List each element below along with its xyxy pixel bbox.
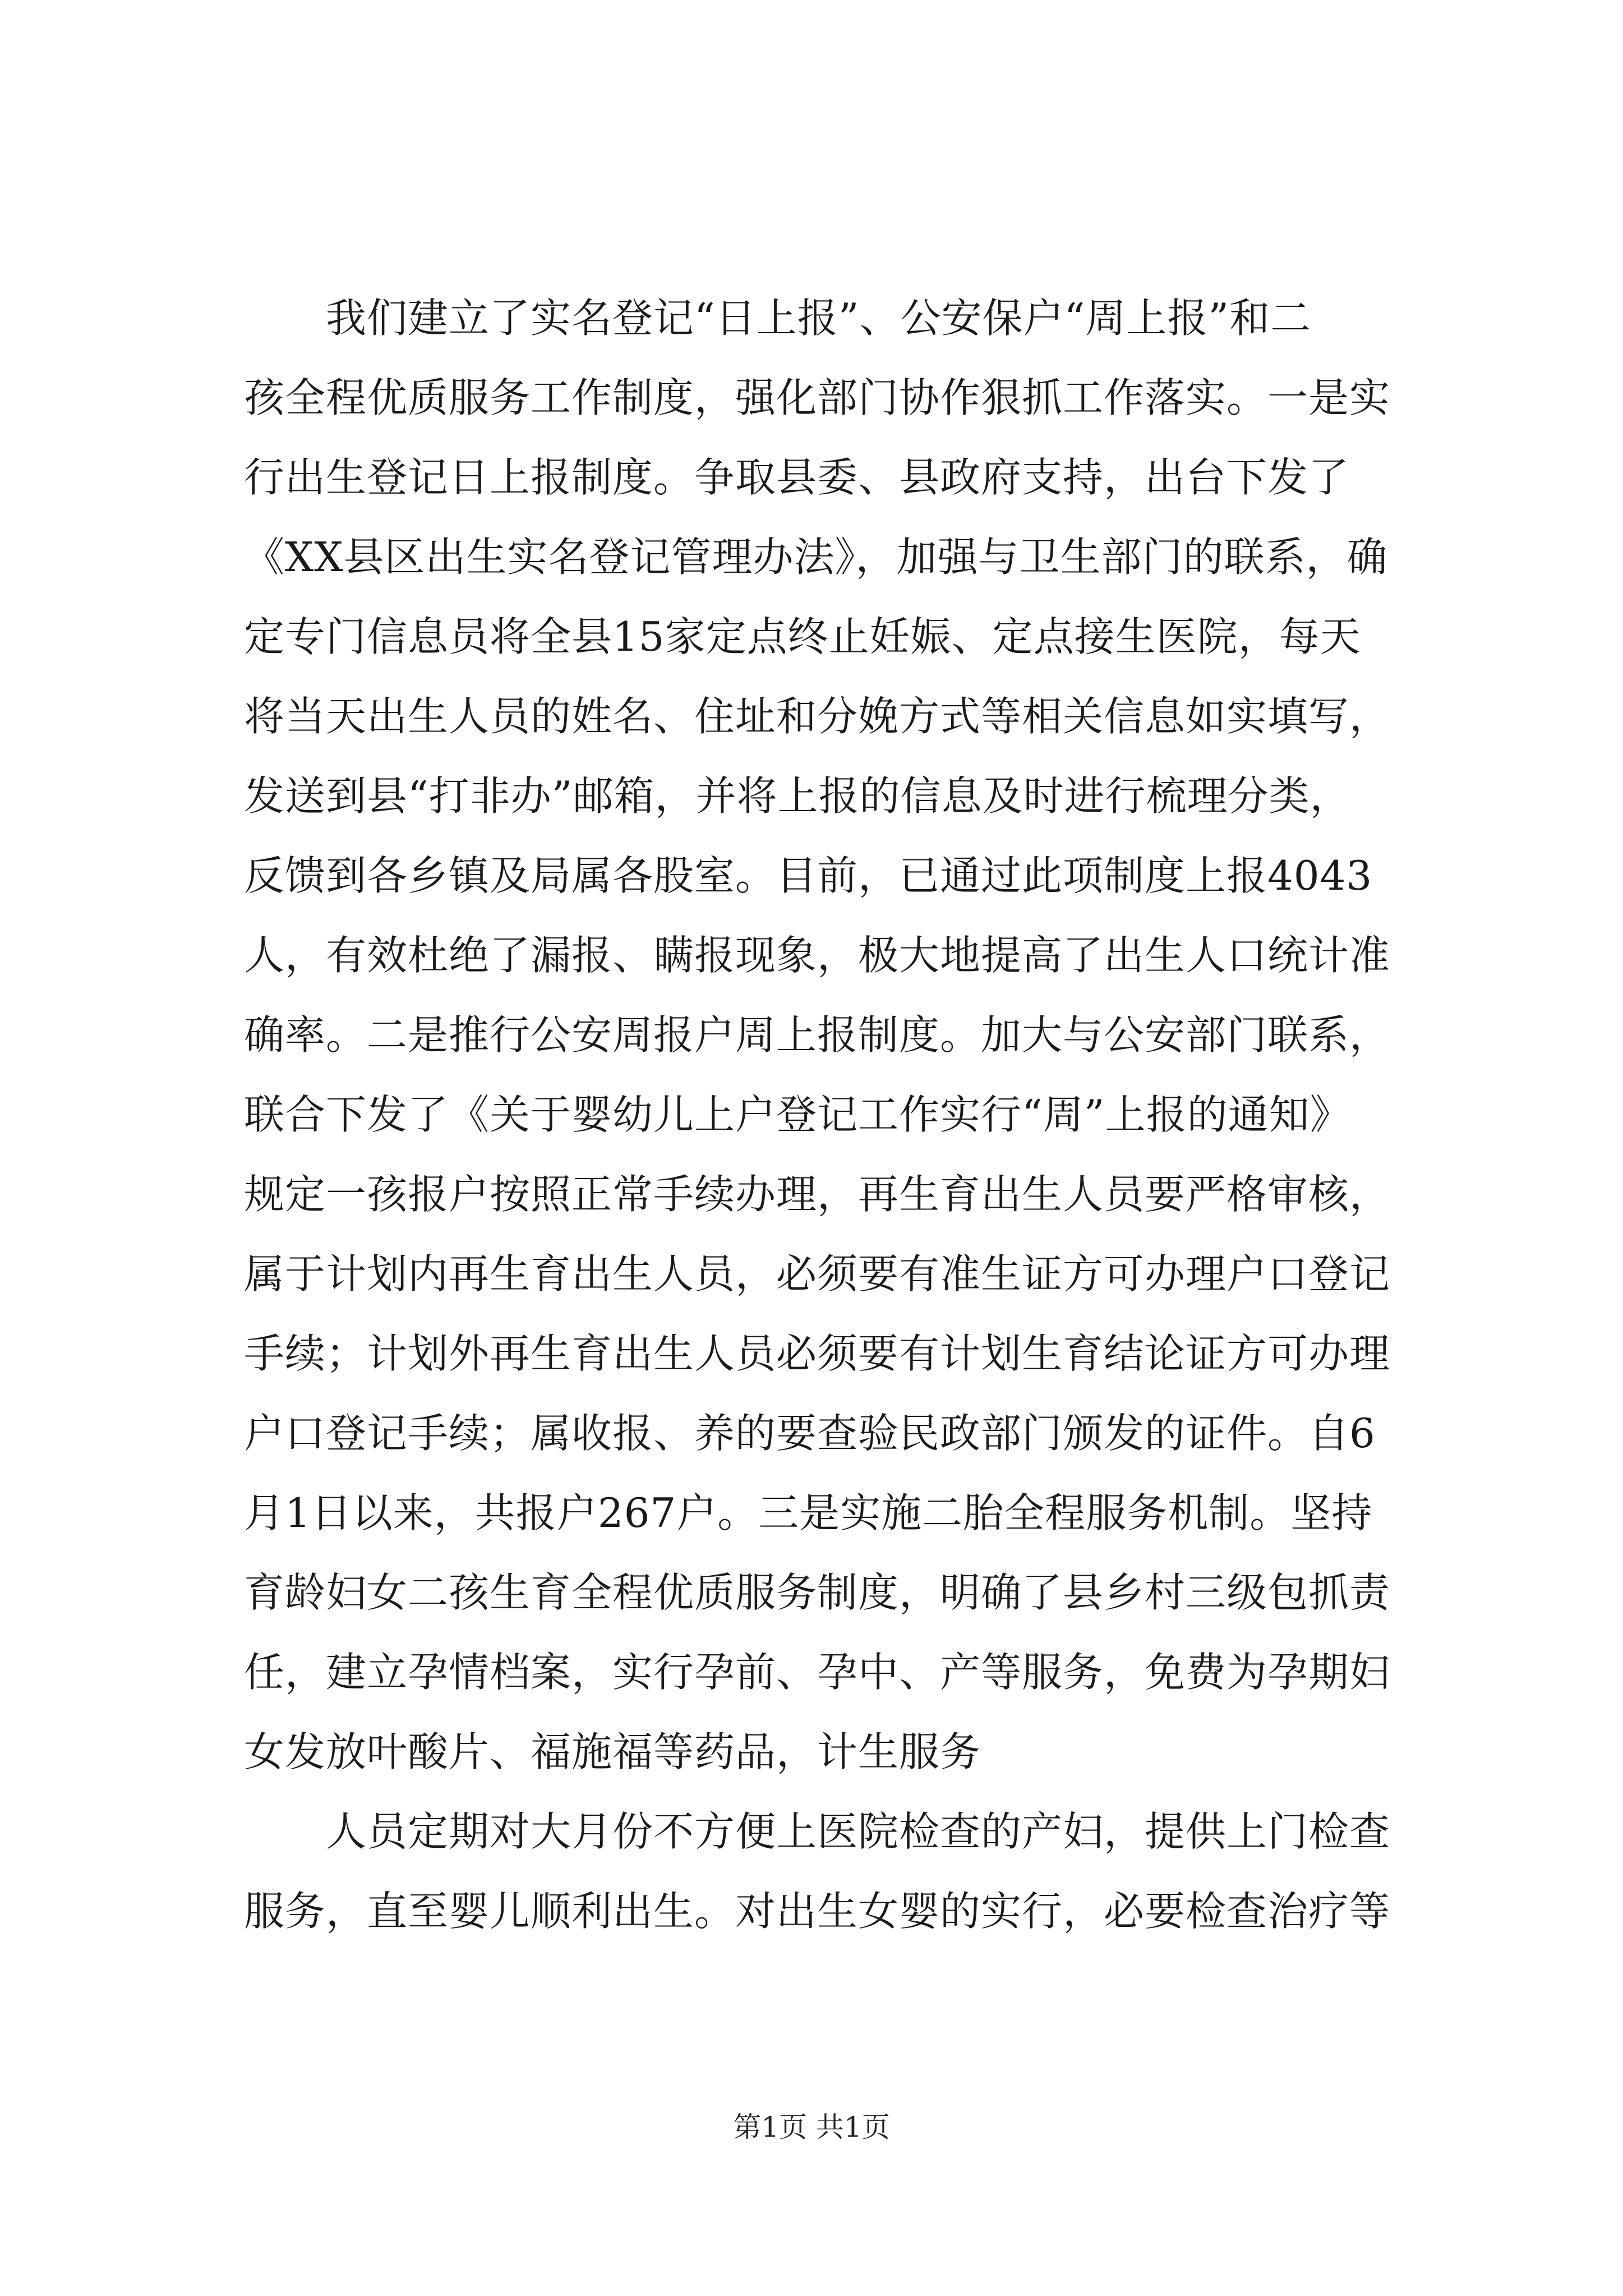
text-line: 确率。二是推行公安周报户周上报制度。加大与公安部门联系， <box>244 1011 1391 1059</box>
text-line: 人员定期对大月份不方便上医院检查的产妇，提供上门检查 <box>244 1808 1391 1855</box>
text-line: 联合下发了《关于婴幼儿上户登记工作实行“周”上报的通知》 <box>244 1091 1351 1138</box>
body-text <box>244 278 1410 1951</box>
text-line: 发送到县“打非办”邮箱，并将上报的信息及时进行梳理分类， <box>244 772 1351 820</box>
text-line: 服务，直至婴儿顺利出生。对出生女婴的实行，必要检查治疗等 <box>244 1888 1391 1935</box>
text-line: 女发放叶酸片、福施福等药品，计生服务 <box>244 1728 981 1775</box>
text-line: 定专门信息员将全县15家定点终止妊娠、定点接生医院，每天 <box>244 613 1361 660</box>
text-line: 我们建立了实名登记“日上报”、公安保户“周上报”和二 <box>244 295 1312 342</box>
text-line: 属于计划内再生育出生人员，必须要有准生证方可办理户口登记 <box>244 1250 1391 1297</box>
text-line: 月1日以来，共报户267户。三是实施二胎全程服务机制。坚持 <box>244 1489 1373 1536</box>
text-line: 将当天出生人员的姓名、住址和分娩方式等相关信息如实填写， <box>244 693 1391 740</box>
text-line: 反馈到各乡镇及局属各股室。目前，已通过此项制度上报4043 <box>244 852 1373 899</box>
text-line: 任，建立孕情档案，实行孕前、孕中、产等服务，免费为孕期妇 <box>244 1649 1391 1696</box>
text-line: 户口登记手续；属收报、养的要查验民政部门颁发的证件。自6 <box>244 1410 1376 1457</box>
text-line: 行出生登记日上报制度。争取县委、县政府支持，出台下发了 <box>244 454 1350 501</box>
text-line: 《XX县区出生实名登记管理办法》，加强与卫生部门的联系，确 <box>244 533 1388 581</box>
text-line: 规定一孩报户按照正常手续办理，再生育出生人员要严格审核， <box>244 1171 1391 1218</box>
text-line: 手续；计划外再生育出生人员必须要有计划生育结论证方可办理 <box>244 1330 1391 1377</box>
text-line: 人，有效杜绝了漏报、瞒报现象，极大地提高了出生人口统计准 <box>244 932 1391 979</box>
text-line: 育龄妇女二孩生育全程优质服务制度，明确了县乡村三级包抓责 <box>244 1569 1391 1616</box>
text-line: 孩全程优质服务工作制度，强化部门协作狠抓工作落实。一是实 <box>244 374 1391 421</box>
page-footer <box>0 2110 1623 2144</box>
page-number-label: 第1页 共1页 <box>733 2111 890 2143</box>
